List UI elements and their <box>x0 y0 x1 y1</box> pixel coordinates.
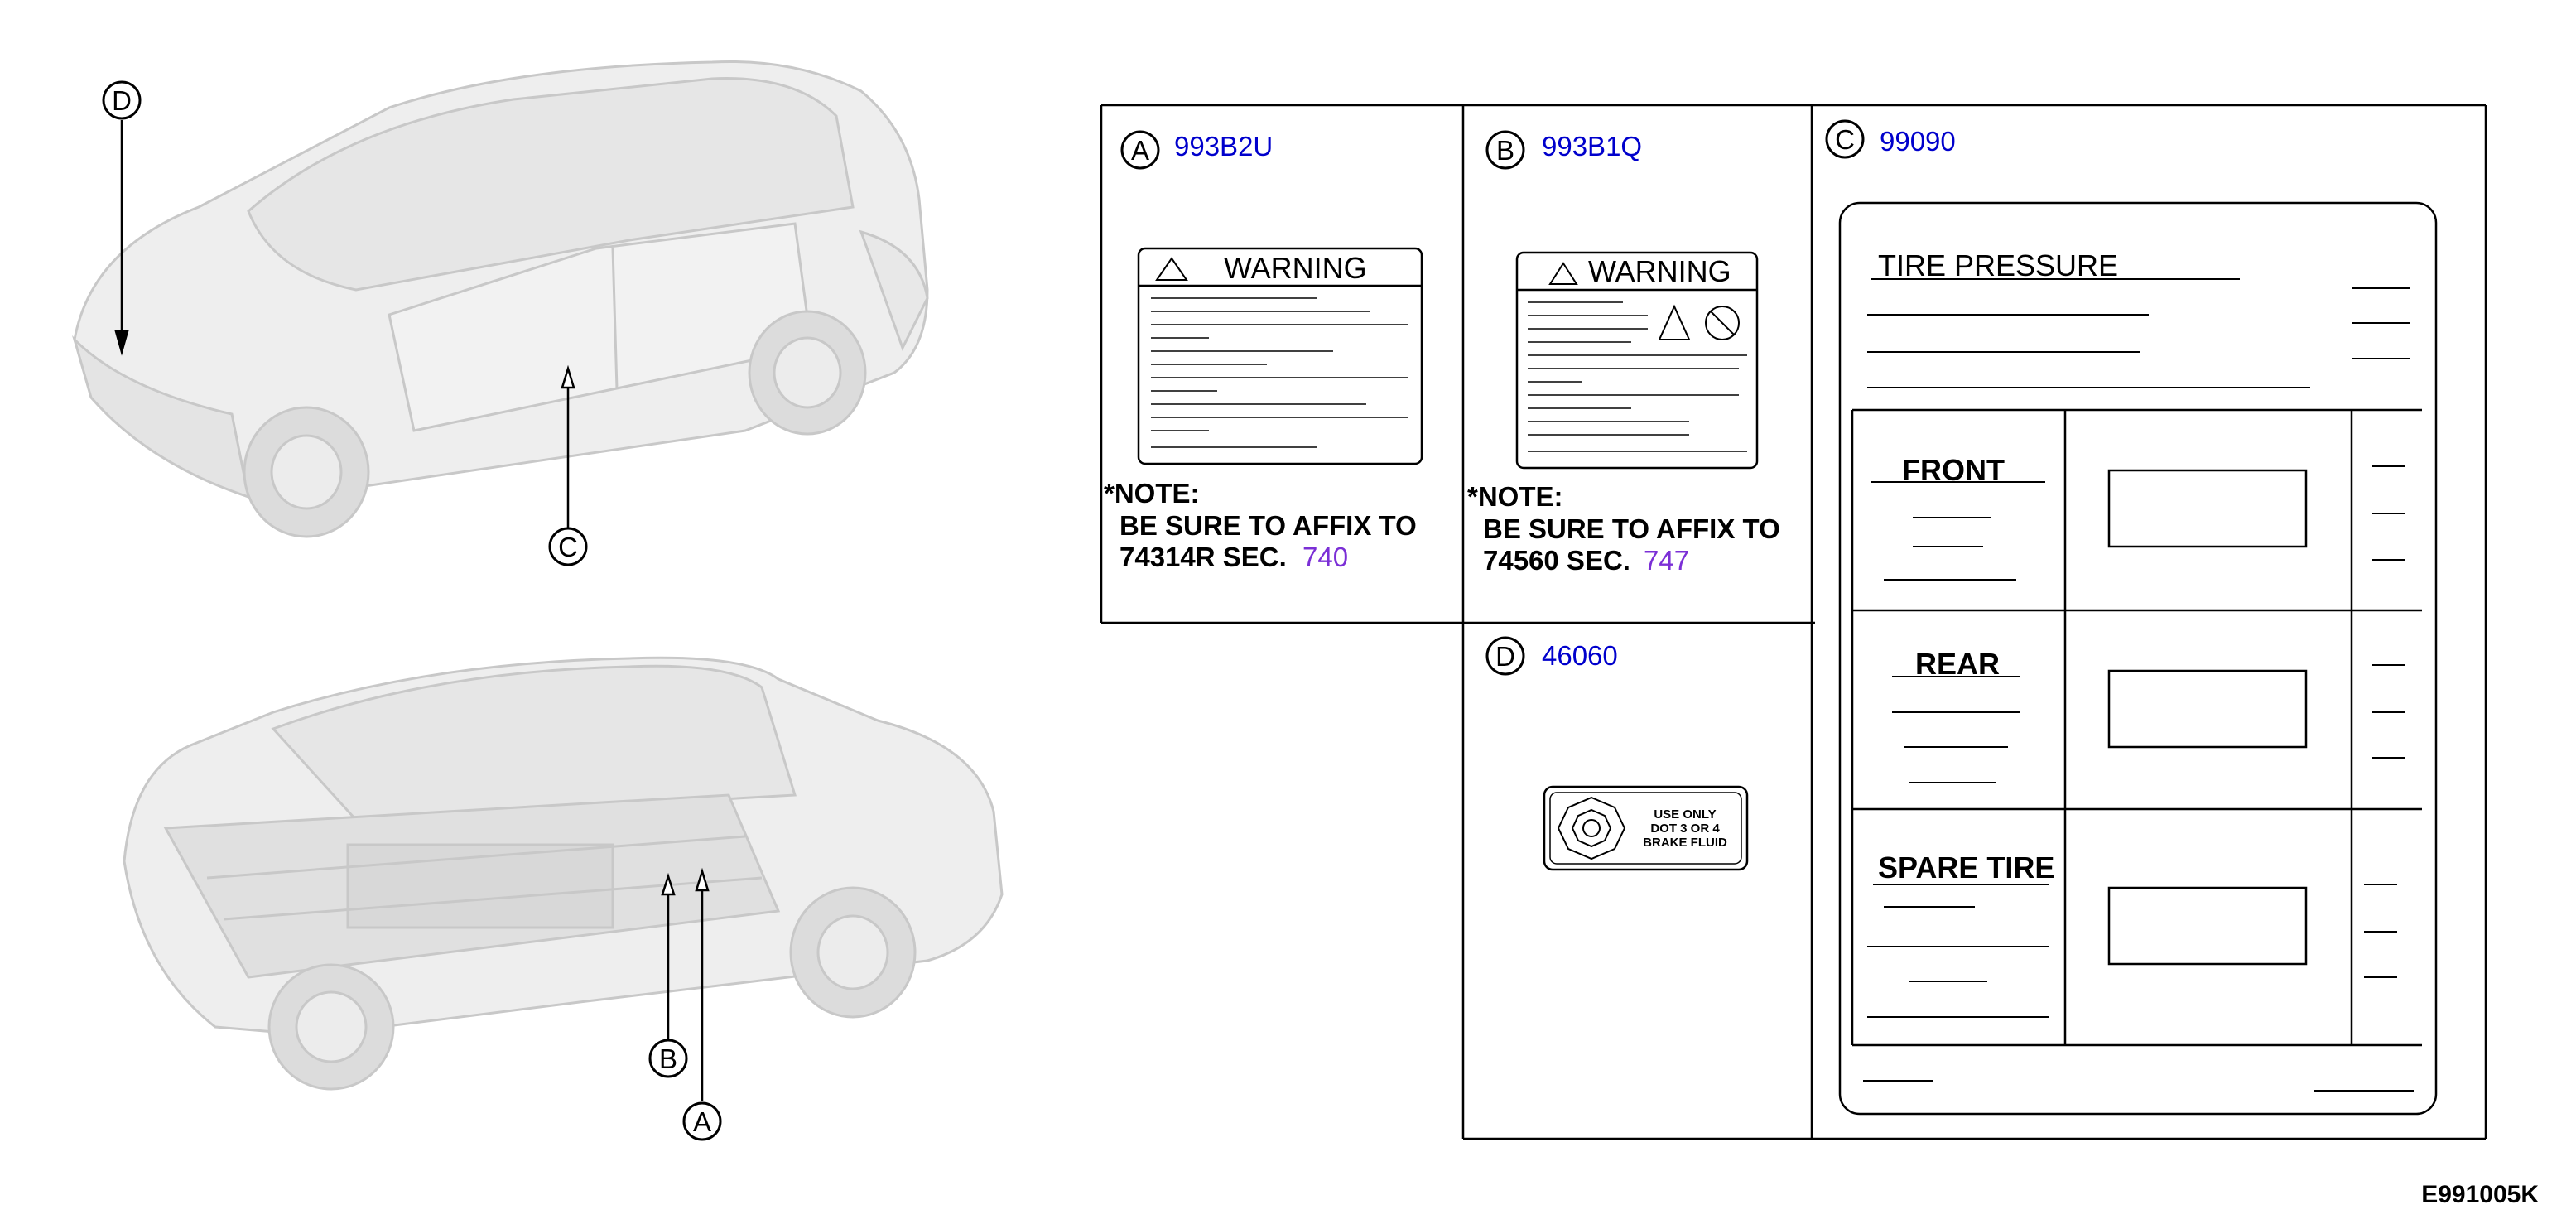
brake-fluid-line3: BRAKE FLUID <box>1643 836 1727 850</box>
panel-a-letter: A <box>1130 135 1150 166</box>
tire-row-spare: SPARE TIRE <box>1878 851 2055 884</box>
svg-text:C: C <box>558 532 578 562</box>
warning-label-b-heading: WARNING <box>1588 254 1731 288</box>
panel-b-note-line2: 74560 SEC. <box>1483 545 1630 576</box>
panel-d-part-number: 46060 <box>1542 640 1618 671</box>
callout-a <box>684 1103 720 1140</box>
tire-row-rear: REAR <box>1915 647 2001 681</box>
high-voltage-icon <box>1157 258 1187 280</box>
callout-c <box>550 528 586 565</box>
panel-c <box>1827 121 2436 1114</box>
reservoir-cap-icon <box>1558 798 1625 859</box>
panel-c-letter: C <box>1835 124 1855 155</box>
panel-b-note-line1: BE SURE TO AFFIX TO <box>1483 513 1780 544</box>
panel-a-note-title: *NOTE: <box>1104 478 1200 508</box>
panel-b-note-title: *NOTE: <box>1467 481 1563 512</box>
brake-fluid-line1: USE ONLY <box>1654 807 1717 822</box>
brake-fluid-line2: DOT 3 OR 4 <box>1650 822 1720 836</box>
panel-d <box>1487 638 1747 870</box>
warning-label-a-heading: WARNING <box>1224 251 1367 285</box>
caution-triangle-icon <box>1550 263 1577 284</box>
tire-pressure-title: TIRE PRESSURE <box>1878 248 2119 282</box>
panel-a-note-line1: BE SURE TO AFFIX TO <box>1119 510 1417 541</box>
panel-a <box>1104 131 1422 572</box>
svg-text:D: D <box>112 85 132 116</box>
panel-d-letter: D <box>1495 641 1515 672</box>
callout-b <box>650 1040 686 1077</box>
panel-a-part-number: 993B2U <box>1174 131 1274 161</box>
panel-b-part-number: 993B1Q <box>1542 131 1643 161</box>
callout-d <box>104 82 140 118</box>
panel-c-part-number: 99090 <box>1880 126 1956 157</box>
svg-text:A: A <box>692 1106 712 1137</box>
panel-b <box>1467 131 1780 576</box>
figure-id: E991005K <box>2421 1181 2539 1208</box>
panel-a-note-line2: 74314R SEC. <box>1119 542 1287 572</box>
panel-a-section-ref: 740 <box>1302 542 1349 572</box>
high-voltage-icon <box>1659 306 1689 340</box>
tire-row-front: FRONT <box>1902 453 2005 487</box>
panel-b-section-ref: 747 <box>1644 545 1690 576</box>
car-underbody-illustration <box>124 658 1002 1089</box>
car-exterior-illustration <box>75 61 927 537</box>
panel-b-letter: B <box>1495 135 1515 166</box>
svg-text:B: B <box>658 1043 678 1074</box>
